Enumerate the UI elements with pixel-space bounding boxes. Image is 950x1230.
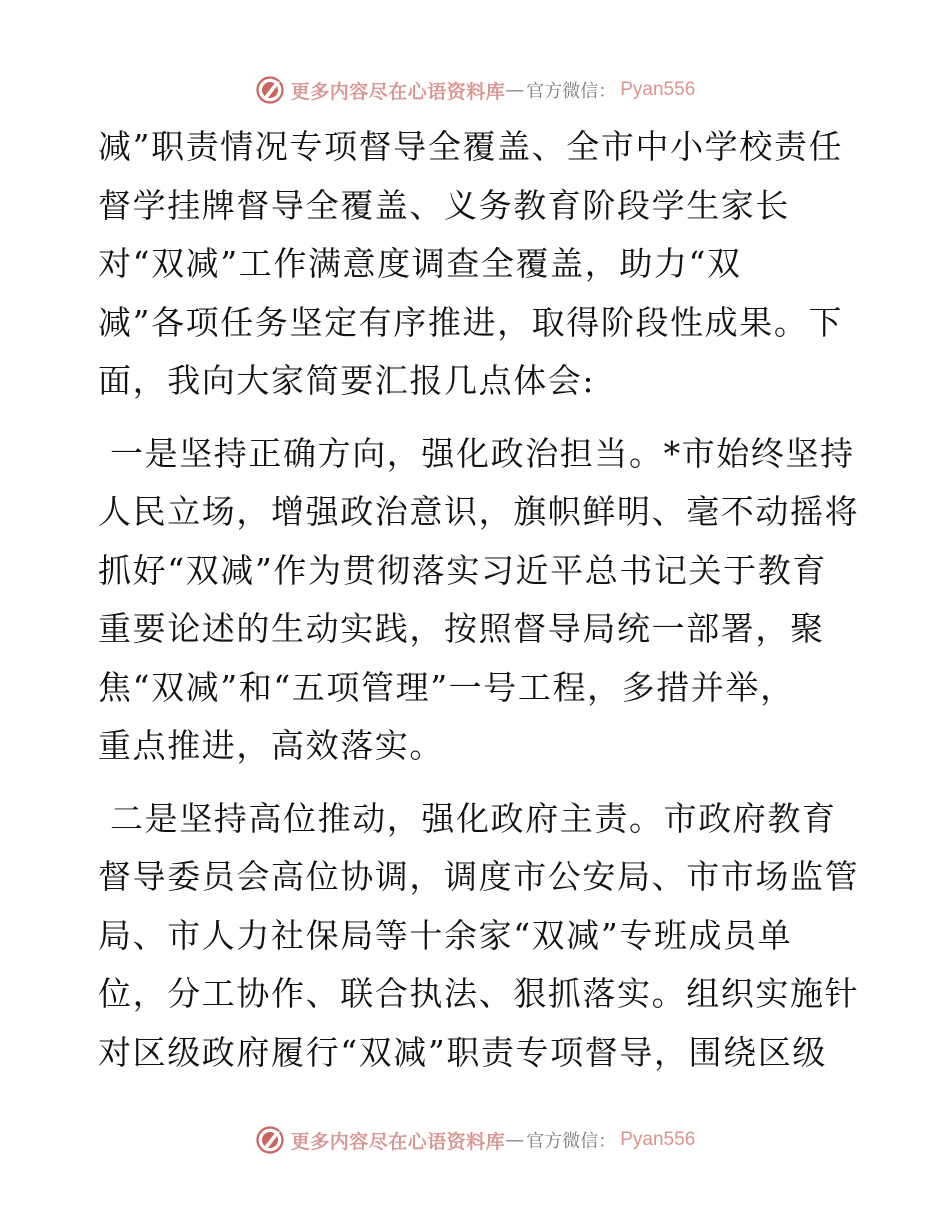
watermark-text: 更多内容尽在心语资料库 <box>290 80 506 103</box>
text-line: 督导委员会高位协调，调度市公安局、市市场监管 <box>98 857 860 896</box>
watermark-label: 官方微信： <box>526 1131 617 1152</box>
text-line: 对“双减”工作满意度调查全覆盖，助力“双 <box>98 244 742 283</box>
text-line: 二是坚持高位推动，强化政府主责。市政府教育 <box>110 798 837 838</box>
text-line: 人民立场，增强政治意识，旗帜鲜明、毫不动摇将 <box>98 492 860 531</box>
text-line: 焦“双减”和“五项管理”一号工程，多措并举， <box>98 667 795 707</box>
document-body <box>98 118 858 1082</box>
text-line: 一是坚持正确方向，强化政治担当。*市始终坚持 <box>110 433 855 473</box>
text-line: 重要论述的生动实践，按照督导局统一部署，聚 <box>98 609 825 648</box>
text-line: 对区级政府履行“双减”职责专项督导，围绕区级 <box>98 1032 827 1072</box>
text-line: 减”职责情况专项督导全覆盖、全市中小学校责任 <box>98 127 844 166</box>
paragraph-1 <box>98 118 858 411</box>
footer-watermark <box>0 1123 950 1157</box>
header-watermark <box>0 73 950 107</box>
text-line: 抓好“双减”作为贯彻落实习近平总书记关于教育 <box>98 550 827 590</box>
text-line: 重点推进，高效落实。 <box>98 726 444 765</box>
watermark-text: 更多内容尽在心语资料库 <box>290 1130 506 1153</box>
watermark-separator: — <box>505 1129 525 1151</box>
text-line: 减”各项任务坚定有序推进，取得阶段性成果。下 <box>98 302 844 342</box>
pen-seal-icon <box>255 1125 285 1155</box>
paragraph-3 <box>98 790 858 1083</box>
text-line: 位，分工协作、联合执法、狠抓落实。组织实施针 <box>98 974 860 1013</box>
watermark-id: Pyan556 <box>620 1129 696 1150</box>
watermark-separator: — <box>505 79 525 101</box>
watermark-label: 官方微信： <box>526 81 617 102</box>
paragraph-2 <box>98 425 858 776</box>
watermark-id: Pyan556 <box>620 79 696 100</box>
text-line: 督学挂牌督导全覆盖、义务教育阶段学生家长 <box>98 185 790 225</box>
pen-seal-icon <box>255 75 285 105</box>
text-line: 局、市人力社保局等十余家“双减”专班成员单 <box>98 915 793 955</box>
text-line: 面，我向大家简要汇报几点体会: <box>98 361 596 400</box>
